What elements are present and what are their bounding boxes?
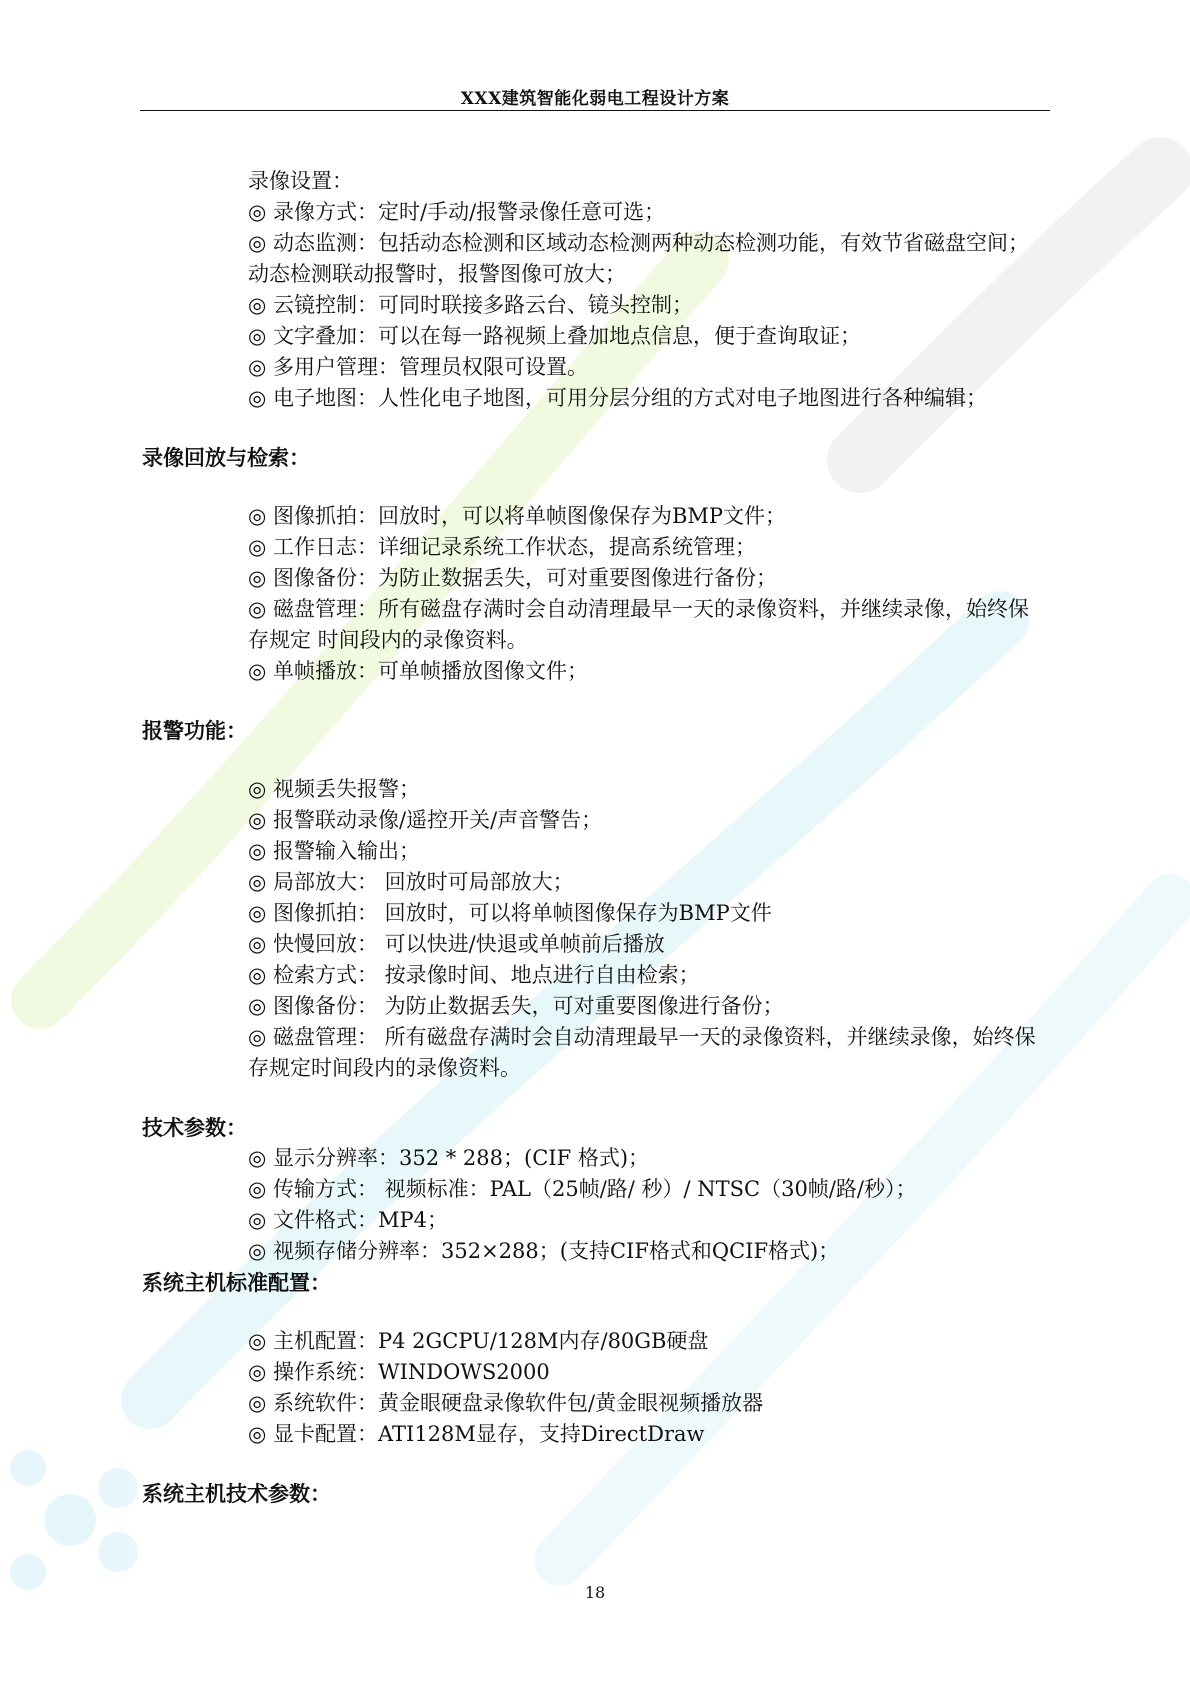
- list-item: ◎ 磁盘管理：所有磁盘存满时会自动清理最早一天的录像资料，并继续录像，始终保存规定 时间段内的录像资料。: [248, 597, 1029, 652]
- list-item: ◎ 图像备份： 为防止数据丢失，可对重要图像进行备份；: [248, 994, 784, 1018]
- list-item: ◎ 传输方式： 视频标准：PAL（25帧/路/ 秒）/ NTSC（30帧/路/秒）；: [248, 1177, 917, 1201]
- list-item: ◎ 工作日志：详细记录系统工作状态，提高系统管理；: [248, 535, 756, 559]
- list-item: ◎ 电子地图：人性化电子地图，可用分层分组的方式对电子地图进行各种编辑；: [248, 386, 987, 410]
- section-heading-host-config: 系统主机标准配置：: [142, 1270, 331, 1295]
- list-item: ◎ 录像方式：定时/手动/报警录像任意可选；: [248, 200, 666, 224]
- header-rule: [140, 110, 1050, 111]
- list-item: ◎ 视频丢失报警；: [248, 777, 420, 801]
- list-item: ◎ 系统软件：黄金眼硬盘录像软件包/黄金眼视频播放器: [248, 1391, 764, 1415]
- section-heading-playback: 录像回放与检索：: [142, 445, 310, 470]
- list-item: ◎ 图像备份：为防止数据丢失，可对重要图像进行备份；: [248, 566, 777, 590]
- recording-settings-title: 录像设置：: [248, 169, 353, 193]
- list-item: ◎ 文字叠加：可以在每一路视频上叠加地点信息，便于查询取证；: [248, 324, 861, 348]
- list-item: ◎ 局部放大： 回放时可局部放大；: [248, 870, 574, 894]
- list-item: ◎ 主机配置：P4 2GCPU/128M内存/80GB硬盘: [248, 1329, 709, 1353]
- list-item: ◎ 显示分辨率：352 * 288；(CIF 格式)；: [248, 1146, 650, 1170]
- section-heading-host-tech: 系统主机技术参数：: [142, 1481, 331, 1506]
- list-item: ◎ 单帧播放：可单帧播放图像文件；: [248, 659, 588, 683]
- list-item: ◎ 快慢回放： 可以快进/快退或单帧前后播放: [248, 932, 665, 956]
- document-header-title: XXX建筑智能化弱电工程设计方案: [460, 89, 730, 109]
- document-body: [0, 166, 1190, 1509]
- list-item: ◎ 图像抓拍： 回放时，可以将单帧图像保存为BMP文件: [248, 901, 772, 925]
- list-item: ◎ 磁盘管理： 所有磁盘存满时会自动清理最早一天的录像资料，并继续录像，始终保存规定时间段内的录像资料。: [248, 1025, 1036, 1080]
- list-item: ◎ 操作系统：WINDOWS2000: [248, 1360, 550, 1384]
- list-item: ◎ 多用户管理：管理员权限可设置。: [248, 355, 588, 379]
- list-item: ◎ 动态监测：包括动态检测和区域动态检测两种动态检测功能，有效节省磁盘空间；动态检测联动报警时，报警图像可放大；: [248, 231, 1029, 286]
- list-item: ◎ 视频存储分辨率：352×288；(支持CIF格式和QCIF格式)；: [248, 1239, 840, 1263]
- section-heading-alarm: 报警功能：: [142, 718, 247, 743]
- list-item: ◎ 云镜控制：可同时联接多路云台、镜头控制；: [248, 293, 693, 317]
- list-item: ◎ 文件格式：MP4；: [248, 1208, 448, 1232]
- list-item: ◎ 图像抓拍：回放时，可以将单帧图像保存为BMP文件；: [248, 504, 787, 528]
- section-heading-tech: 技术参数：: [142, 1115, 247, 1140]
- list-item: ◎ 报警输入输出；: [248, 839, 420, 863]
- list-item: ◎ 检索方式： 按录像时间、地点进行自由检索；: [248, 963, 700, 987]
- page-number: 18: [584, 1583, 606, 1602]
- list-item: ◎ 显卡配置：ATI128M显存，支持DirectDraw: [248, 1422, 705, 1446]
- list-item: ◎ 报警联动录像/遥控开关/声音警告；: [248, 808, 603, 832]
